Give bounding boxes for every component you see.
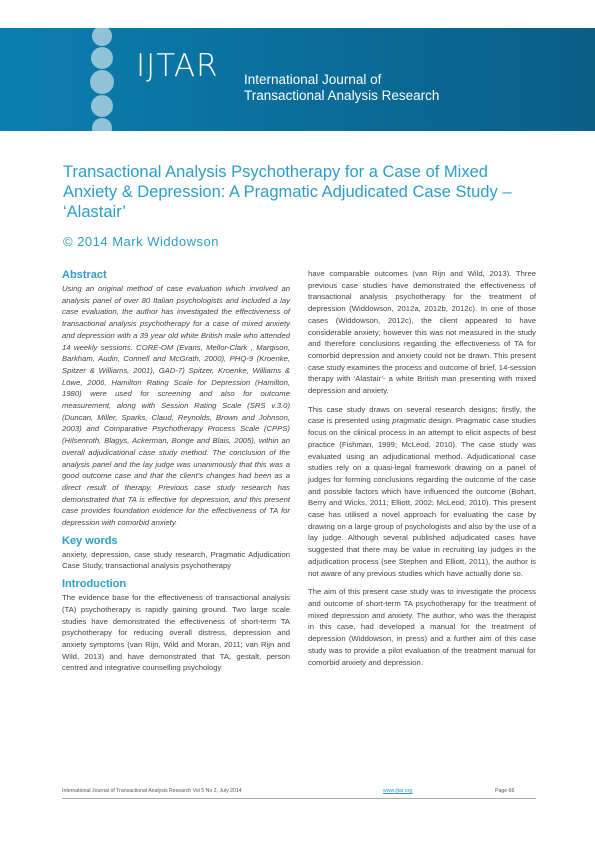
keywords-heading: Key words bbox=[62, 534, 118, 547]
body-paragraph-2-rest: design. Pragmatic case studies focus on the clinical process in an attempt to elicit aspects of best practice (Fishman, 1999; McLeod, 2010). The case study was evaluated using an adjudicational method. Adjudicational case studies rely on a quasi-legal framework drawing on a panel of judges for forming conclusions regarding the outcome of the case and possible factors which have influenced the outcome (Bohart, Berry and Wicks, 2011; Elliott, 2002; McLeod, 2010). This present case has utilised a novel approach for evaluating the case by drawing on a large group of psychologists and also by the use of a lay judge. Although several published adjudicated cases have suggested that there may be value in recruiting lay judges in the adjudication process (see Stephen and Elliott, 2011), the author is not aware of any previous studies which have actually done so. bbox=[308, 416, 536, 578]
decorative-circle bbox=[91, 47, 113, 69]
journal-name-line2: Transactional Analysis Research bbox=[244, 88, 440, 103]
body-paragraph-2 bbox=[308, 404, 536, 580]
journal-name bbox=[244, 72, 439, 104]
body-paragraph-3: The aim of this present case study was to investigate the process and outcome of short-term TA psychotherapy for the treatment of mixed depression and anxiety. The author, who was the therapist in this case, had developed a manual for the treatment of depression (Widdowson, in press) and a further aim of this case study was to provide a pilot evaluation of the treatment manual for comorbid anxiety and depression. bbox=[308, 587, 536, 667]
body-paragraph-2-start: This case study draws on several research designs; firstly, the case is presented using bbox=[308, 404, 536, 426]
decorative-circle bbox=[92, 118, 112, 131]
keywords-text: anxiety, depression, case study research, Pragmatic Adjudication Case Study, transactional analysis psychotherapy bbox=[62, 549, 290, 571]
right-column bbox=[308, 268, 536, 668]
abstract-text: Using an original method of case evaluation which involved an analysis panel of over 80 Italian psychologists and included a lay case evaluation, the author has investigated the effectiveness of transactional analysis psychotherapy for a case of mixed anxiety and depression with a 39 year old white British male who attended 14 weekly sessions. CORE-OM (Evans, Mellor-Clark , Margison, Barkham, Audin, Connell and McGrath, 2000), PHQ-9 (Kroenke, Spitzer & Williams, 2001), GAD-7) Spitzer, Kroenke, Williams & Löwe, 2006, Hamilton Rating Scale for Depression (Hamilton, 1980) were used for screening and also for outcome measurement, along with Session Rating Scale (SRS v.3.0) (Duncan, Miller, Sparks, Claud, Reynolds, Brown and Johnson, 2003) and Comparative Psychotherapy Process Scale (CPPS) (Hilsenroth, Blagys, Ackerman, Bonge and Blais, 2005), within an overall adjudicational case study method. The conclusion of the analysis panel and the lay judge was unanimously that this was a good outcome case and that the client’s changes had been as a direct result of therapy. Previous case study research has demonstrated that TA is effective for depression, and this present case provides foundation evidence for the effectiveness of TA for depression with comorbid anxiety. bbox=[62, 284, 290, 528]
footer-url-link[interactable]: www.ijtar.org bbox=[383, 788, 413, 794]
footer-citation: International Journal of Transactional Analysis Research Vol 5 No 2, July 2014 bbox=[62, 788, 242, 794]
page-number: Page 66 bbox=[495, 788, 515, 794]
abstract-heading: Abstract bbox=[62, 269, 107, 281]
article-title: Transactional Analysis Psychotherapy for a Case of Mixed Anxiety & Depression: A Pragmatic Adjudicated Case Study – ‘Alastair’ bbox=[63, 163, 512, 221]
page-footer bbox=[62, 788, 536, 794]
decorative-circle bbox=[90, 70, 114, 94]
introduction-heading: Introduction bbox=[62, 578, 127, 591]
journal-logo: IJTAR bbox=[136, 48, 219, 84]
decorative-circle bbox=[91, 95, 113, 117]
introduction-paragraph: The evidence base for the effectiveness of transactional analysis (TA) psychotherapy is rapidly gaining ground. Two large scale studies have demonstrated the effectiveness of short-term TA psychotherapy for reducing overall distress, depression and anxiety symptoms (van Rijn, Wild and Moran, 2011; van Rijn and Wild, 2013) and have demonstrated that TA, gestalt, person centred and integrative counselling psychology bbox=[62, 593, 290, 673]
left-column bbox=[62, 268, 290, 674]
article-author: © 2014 Mark Widdowson bbox=[63, 234, 219, 249]
journal-name-line1: International Journal of bbox=[244, 72, 382, 87]
decorative-circle bbox=[92, 28, 112, 46]
body-paragraph-1: have comparable outcomes (van Rijn and Wild, 2013). Three previous case studies have demonstrated the effectiveness of transactional analysis psychotherapy for the treatment of depression (Widdowson, 2012a, 2012b, 2012c). In one of those cases (Widdowson, 2012c), the client appeared to have considerable anxiety; however this was not measured in the study and therefore conclusions regarding the effectiveness of TA for comorbid depression and anxiety could not be drawn. This present case study examines the process and outcome of brief, 14-session therapy with ‘Alastair’- a white British man presenting with mixed depression and anxiety. bbox=[308, 269, 536, 396]
emphasis-pragmatic: pragmatic bbox=[392, 416, 427, 426]
footer-divider bbox=[62, 798, 536, 799]
